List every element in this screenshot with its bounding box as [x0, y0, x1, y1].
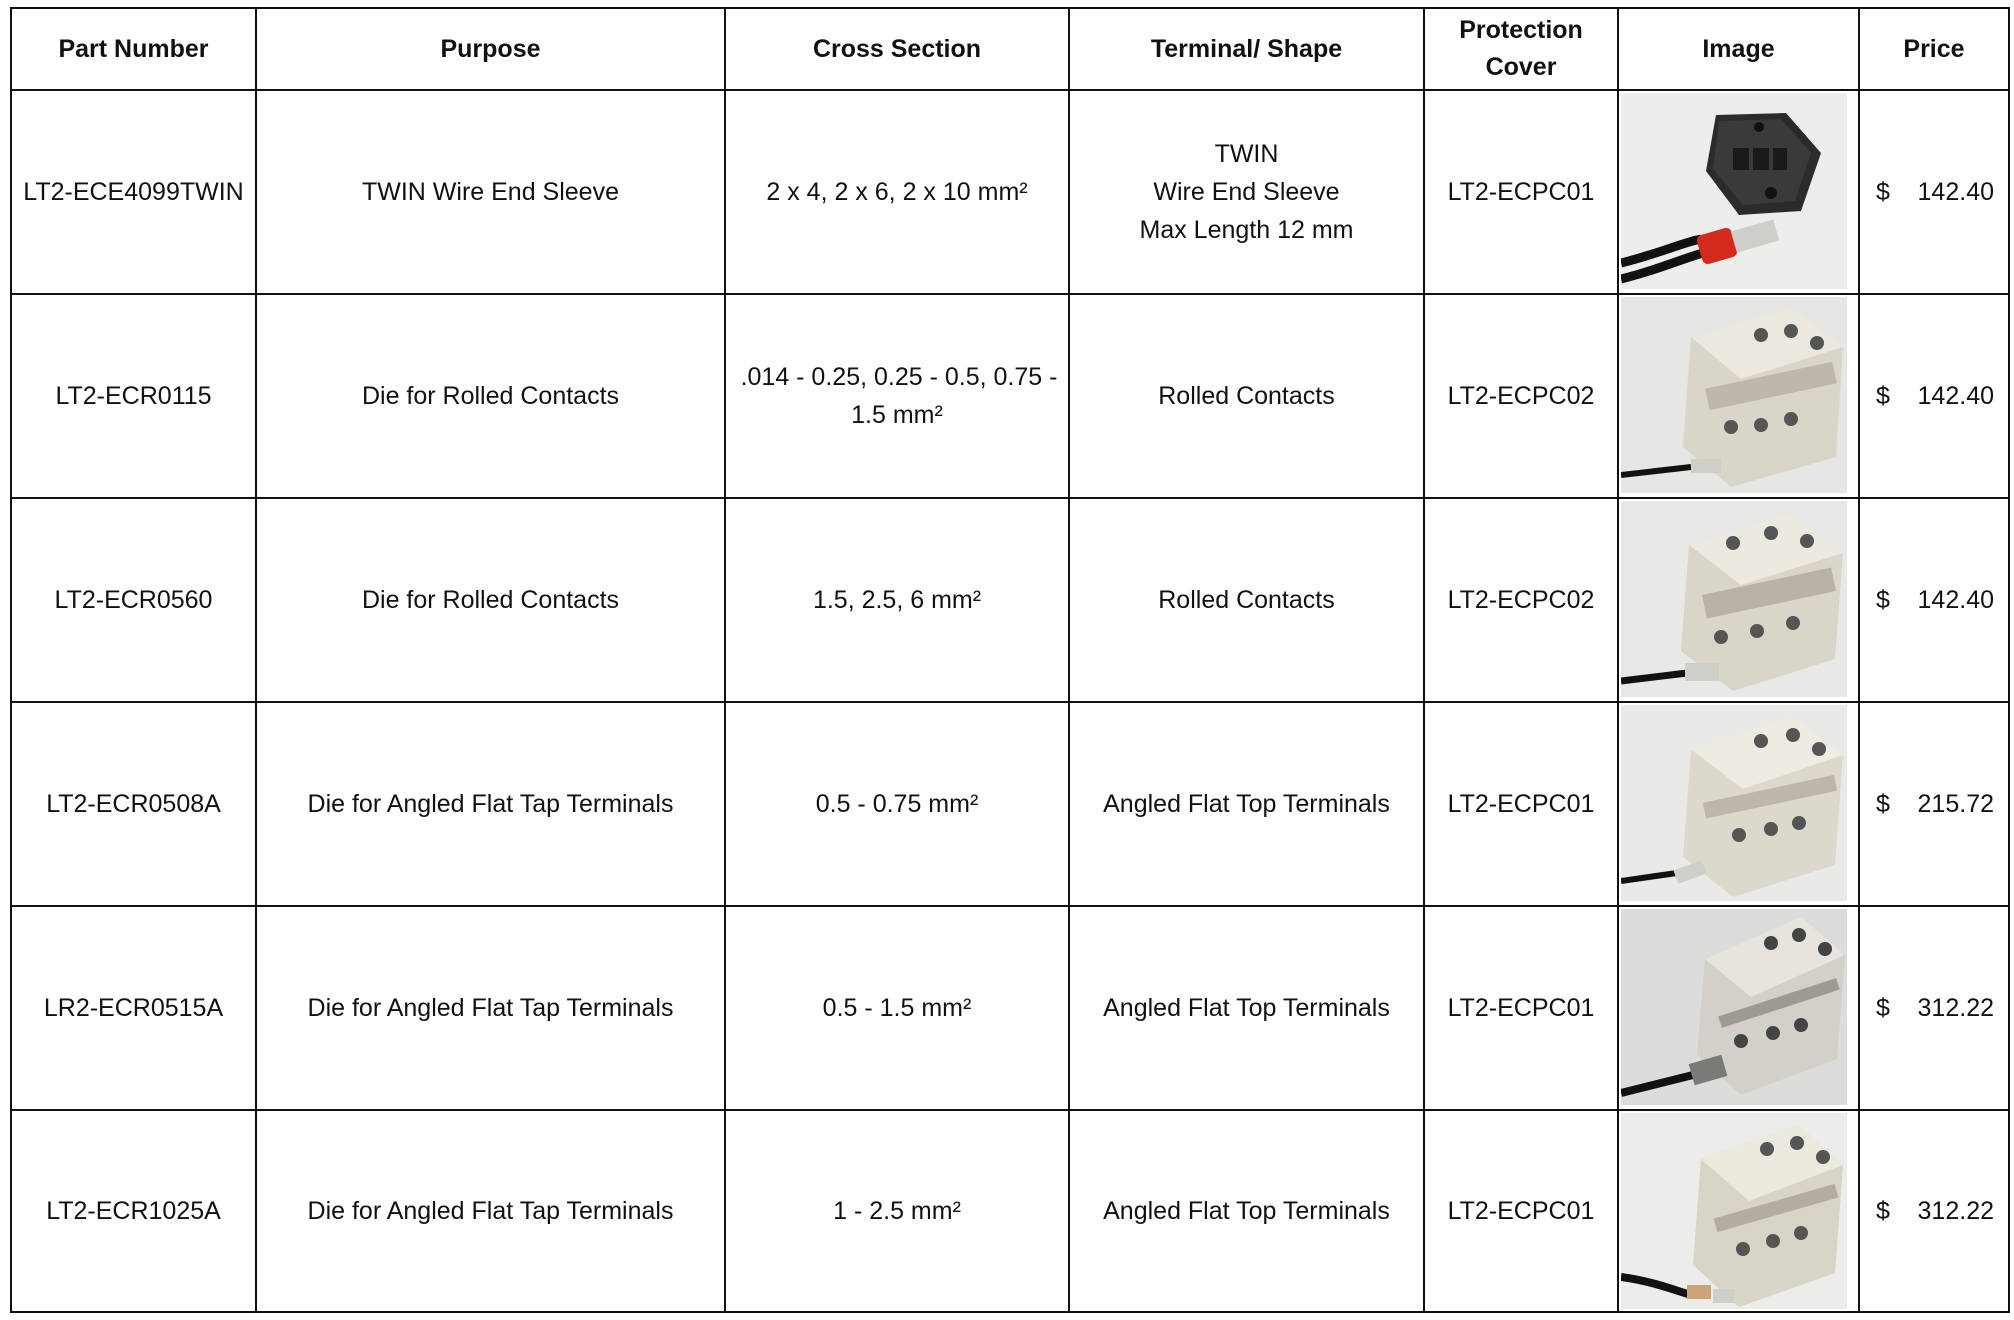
cross-section-cell [725, 90, 1069, 294]
terminal-line: Angled Flat Top Terminals [1103, 790, 1390, 818]
table-row [11, 702, 2009, 906]
cross-section-line: 2 x 4, 2 x 6, 2 x 10 mm² [766, 178, 1028, 206]
price-cell [1859, 906, 2009, 1110]
cross-section-cell [725, 702, 1069, 906]
silver-crimp-die-icon [1621, 501, 1847, 697]
terminal-shape-cell [1069, 498, 1424, 702]
silver-crimp-die-icon [1621, 297, 1847, 493]
purpose-cell: Die for Rolled Contacts [256, 294, 725, 498]
cross-section-line: .014 - 0.25, 0.25 - 0.5, 0.75 - [740, 363, 1058, 391]
purpose-cell: Die for Angled Flat Tap Terminals [256, 1110, 725, 1312]
table-row [11, 1110, 2009, 1312]
protection-cover-cell: LT2-ECPC02 [1424, 294, 1618, 498]
purpose-cell: Die for Angled Flat Tap Terminals [256, 906, 725, 1110]
protection-cover-cell: LT2-ECPC01 [1424, 1110, 1618, 1312]
terminal-line: Max Length 12 mm [1139, 216, 1354, 244]
terminal-shape-cell [1069, 90, 1424, 294]
price-amount: 142.40 [1917, 382, 1994, 410]
price-amount: 215.72 [1917, 790, 1994, 818]
currency-symbol: $ [1876, 994, 1890, 1022]
currency-symbol: $ [1876, 790, 1890, 818]
currency-symbol: $ [1876, 178, 1890, 206]
terminal-line: Angled Flat Top Terminals [1103, 994, 1390, 1022]
currency-symbol: $ [1876, 586, 1890, 614]
table-row [11, 906, 2009, 1110]
silver-crimp-die-icon [1621, 1113, 1847, 1309]
terminal-shape-cell [1069, 294, 1424, 498]
silver-crimp-die-icon [1621, 705, 1847, 901]
terminal-shape-cell [1069, 1110, 1424, 1312]
purpose-cell: Die for Angled Flat Tap Terminals [256, 702, 725, 906]
silver-crimp-die-icon [1621, 909, 1847, 1105]
protection-cover-cell: LT2-ECPC02 [1424, 498, 1618, 702]
price-amount: 142.40 [1917, 178, 1994, 206]
header-part-number: Part Number [11, 8, 256, 90]
header-protection-cover [1424, 8, 1618, 90]
terminal-line: Wire End Sleeve [1153, 178, 1340, 206]
black-crimp-die-icon [1621, 93, 1847, 289]
table-row [11, 294, 2009, 498]
price-cell [1859, 294, 2009, 498]
protection-cover-cell: LT2-ECPC01 [1424, 906, 1618, 1110]
image-cell [1618, 294, 1859, 498]
image-cell [1618, 498, 1859, 702]
price-amount: 312.22 [1917, 994, 1994, 1022]
terminal-line: Rolled Contacts [1158, 586, 1335, 614]
header-image: Image [1618, 8, 1859, 90]
protection-cover-cell: LT2-ECPC01 [1424, 702, 1618, 906]
image-cell [1618, 90, 1859, 294]
terminal-shape-cell [1069, 906, 1424, 1110]
cross-section-cell [725, 906, 1069, 1110]
currency-symbol: $ [1876, 382, 1890, 410]
header-cross-section: Cross Section [725, 8, 1069, 90]
part-number-cell: LT2-ECR0115 [11, 294, 256, 498]
table-row [11, 90, 2009, 294]
price-cell [1859, 1110, 2009, 1312]
purpose-cell: Die for Rolled Contacts [256, 498, 725, 702]
header-row [11, 8, 2009, 90]
terminal-line: TWIN [1214, 140, 1279, 168]
cross-section-line: 1.5, 2.5, 6 mm² [812, 586, 982, 614]
terminal-shape-cell [1069, 702, 1424, 906]
header-protection-cover-label: Protection Cover [1459, 16, 1583, 81]
image-cell [1618, 1110, 1859, 1312]
header-terminal-shape: Terminal/ Shape [1069, 8, 1424, 90]
terminal-line: Angled Flat Top Terminals [1103, 1197, 1390, 1225]
cross-section-line: 1.5 mm² [851, 401, 943, 429]
part-number-cell: LT2-ECR0560 [11, 498, 256, 702]
price-cell [1859, 702, 2009, 906]
purpose-cell: TWIN Wire End Sleeve [256, 90, 725, 294]
price-amount: 312.22 [1917, 1197, 1994, 1225]
cross-section-cell [725, 498, 1069, 702]
price-amount: 142.40 [1917, 586, 1994, 614]
part-number-cell: LT2-ECR1025A [11, 1110, 256, 1312]
cross-section-line: 0.5 - 0.75 mm² [815, 790, 979, 818]
header-price: Price [1859, 8, 2009, 90]
terminal-line: Rolled Contacts [1158, 382, 1335, 410]
cross-section-line: 1 - 2.5 mm² [833, 1197, 961, 1225]
part-number-cell: LT2-ECE4099TWIN [11, 90, 256, 294]
header-purpose: Purpose [256, 8, 725, 90]
parts-table [10, 7, 2010, 1313]
currency-symbol: $ [1876, 1197, 1890, 1225]
part-number-cell: LR2-ECR0515A [11, 906, 256, 1110]
cross-section-cell [725, 1110, 1069, 1312]
part-number-cell: LT2-ECR0508A [11, 702, 256, 906]
price-cell [1859, 90, 2009, 294]
cross-section-line: 0.5 - 1.5 mm² [822, 994, 972, 1022]
price-cell [1859, 498, 2009, 702]
cross-section-cell [725, 294, 1069, 498]
image-cell [1618, 702, 1859, 906]
protection-cover-cell: LT2-ECPC01 [1424, 90, 1618, 294]
image-cell [1618, 906, 1859, 1110]
table-row [11, 498, 2009, 702]
